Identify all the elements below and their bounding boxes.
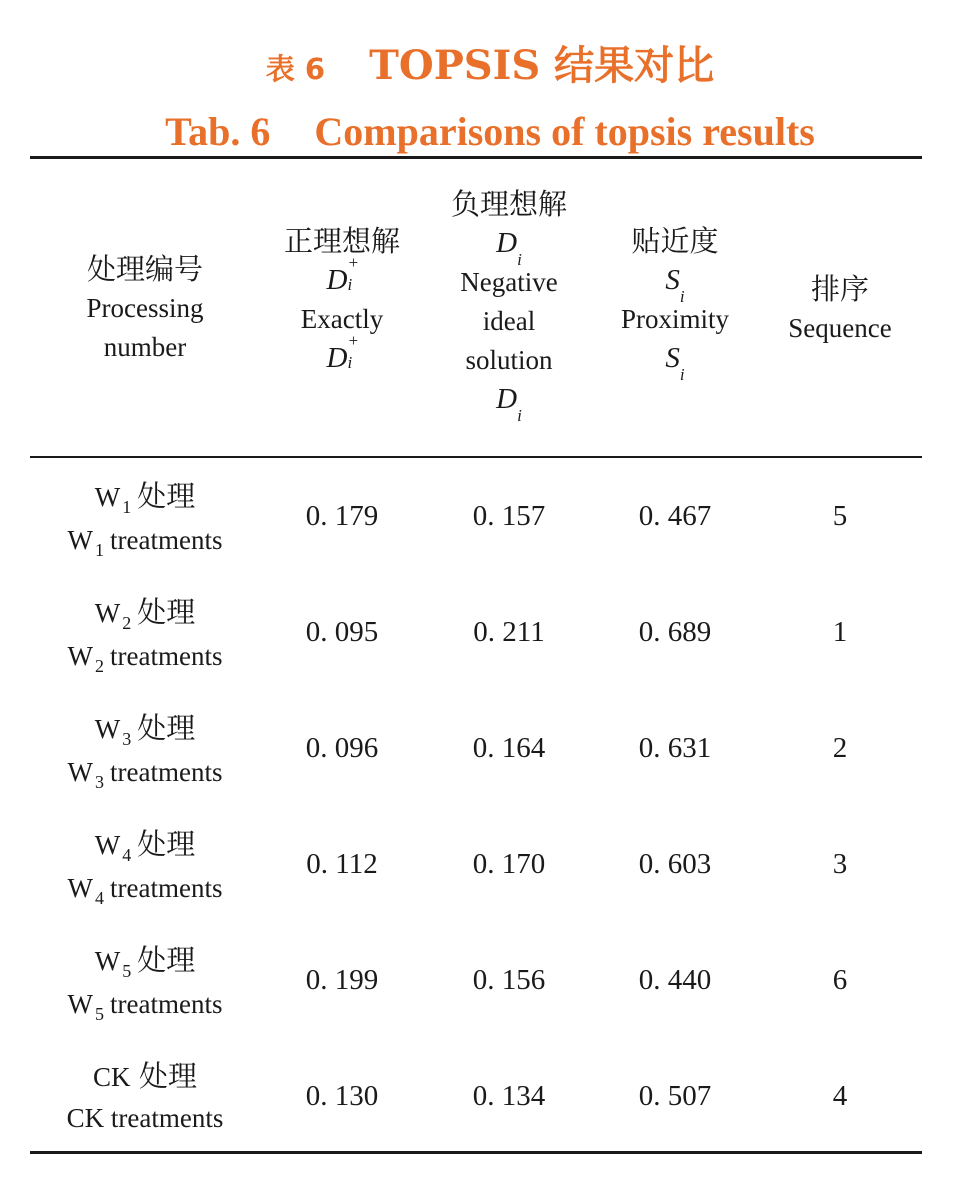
cell-proximity: 0. 467 [638, 500, 712, 532]
cell-negative: 0. 156 [472, 964, 546, 996]
row-label [30, 592, 260, 679]
row-label-en: W $_1$ treatments [67, 525, 223, 560]
header-sequence-cn: 排序 [810, 272, 869, 306]
cell-proximity: 0. 631 [638, 732, 712, 764]
cell-proximity: 0. 440 [638, 964, 712, 996]
table-row [0, 690, 980, 806]
header-positive-en: Exactly [300, 304, 384, 334]
table-row [0, 574, 980, 690]
row-label-en: CK treatments [66, 1103, 224, 1133]
table-title-cn [0, 38, 980, 97]
cell-sequence: 5 [832, 500, 848, 532]
header-positive-cn: 正理想解 [283, 224, 400, 258]
header-negative-symbol: $D_i$ [496, 227, 522, 269]
row-label [30, 824, 260, 911]
cell-proximity: 0. 603 [638, 848, 712, 880]
header-proximity-symbol-2: $S_i$ [665, 342, 685, 384]
row-label [30, 708, 260, 795]
table-top-rule [30, 156, 922, 159]
row-label-cn: W $_5$ 处理 [94, 943, 196, 981]
table-bottom-rule [30, 1151, 922, 1154]
cell-positive: 0. 095 [305, 616, 379, 648]
header-proximity [595, 222, 755, 384]
row-label [30, 1056, 260, 1138]
cell-negative: 0. 170 [472, 848, 546, 880]
header-processing-en-2: number [103, 332, 187, 362]
header-proximity-cn: 贴近度 [631, 224, 719, 258]
row-label-cn: CK 处理 [92, 1059, 198, 1093]
table-row [0, 1038, 980, 1154]
header-positive-symbol-2: D + i [326, 331, 359, 374]
row-label-en: W $_3$ treatments [67, 757, 223, 792]
cell-negative: 0. 134 [472, 1080, 546, 1112]
header-proximity-en: Proximity [620, 304, 729, 334]
row-label-cn: W $_3$ 处理 [94, 711, 196, 749]
cell-positive: 0. 096 [305, 732, 379, 764]
header-processing-en-1: Processing [86, 293, 204, 323]
header-negative-symbol-2: $D_i$ [496, 383, 522, 425]
cell-negative: 0. 157 [472, 500, 546, 532]
header-sequence-en: Sequence [788, 313, 892, 343]
table-caption-en: Comparisons of topsis results [314, 109, 815, 154]
header-negative-en-1: Negative [460, 267, 558, 297]
cell-proximity: 0. 689 [638, 616, 712, 648]
row-label-en: W $_5$ treatments [67, 989, 223, 1024]
header-sequence [760, 270, 920, 348]
table-row [0, 806, 980, 922]
row-label-en: W $_2$ treatments [67, 641, 223, 676]
row-label-cn: W $_2$ 处理 [94, 595, 196, 633]
cell-sequence: 4 [832, 1080, 848, 1112]
row-label [30, 476, 260, 563]
table-number-en: Tab. 6 [165, 109, 271, 154]
cell-positive: 0. 112 [306, 848, 378, 880]
row-label-en: W $_4$ treatments [67, 873, 223, 908]
table-row [0, 458, 980, 574]
header-negative-en-2: ideal [482, 306, 536, 336]
header-positive-symbol: D + i [326, 253, 359, 296]
table-row [0, 922, 980, 1038]
cell-positive: 0. 130 [305, 1080, 379, 1112]
cell-sequence: 2 [832, 732, 848, 764]
cell-negative: 0. 211 [473, 616, 545, 648]
cell-sequence: 6 [832, 964, 848, 996]
header-negative-cn: 负理想解 [450, 187, 567, 221]
header-processing-cn: 处理编号 [86, 252, 203, 286]
cell-sequence: 3 [832, 848, 848, 880]
table-caption-cn: TOPSIS 结果对比 [369, 42, 715, 89]
row-label-cn: W $_4$ 处理 [94, 827, 196, 865]
table-number-cn: 表 6 [265, 52, 326, 86]
cell-sequence: 1 [832, 616, 848, 648]
cell-positive: 0. 199 [305, 964, 379, 996]
header-negative-ideal [429, 185, 589, 425]
row-label-cn: W $_1$ 处理 [94, 479, 196, 517]
cell-positive: 0. 179 [305, 500, 379, 532]
header-negative-en-3: solution [465, 345, 553, 375]
header-positive-ideal [262, 222, 422, 378]
header-proximity-symbol: $S_i$ [665, 264, 685, 306]
row-label [30, 940, 260, 1027]
cell-negative: 0. 164 [472, 732, 546, 764]
cell-proximity: 0. 507 [638, 1080, 712, 1112]
table-title-en [0, 104, 980, 160]
header-processing-number [30, 250, 260, 367]
